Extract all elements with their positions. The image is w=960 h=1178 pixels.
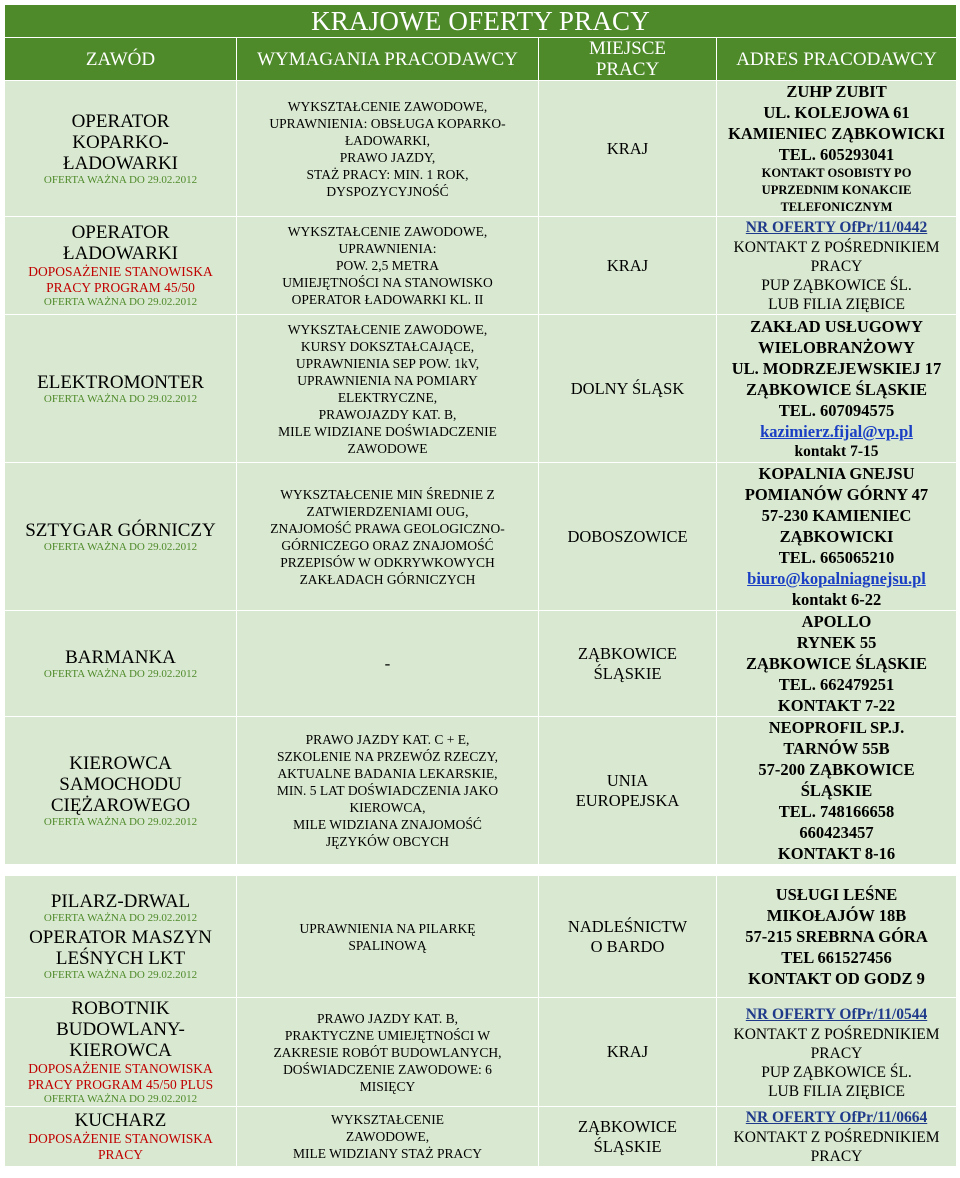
email-link[interactable]: biuro@kopalniagnejsu.pl: [747, 569, 926, 588]
requirement-line: OPERATOR ŁADOWARKI KL. II: [291, 292, 484, 307]
requirement-line: WYKSZTAŁCENIE ZAWODOWE,: [287, 321, 488, 337]
requirement-line: MIN. 5 LAT DOŚWIADCZENIA JAKO: [276, 783, 499, 798]
offer-number: NR OFERTY OfPr/11/0544: [745, 1005, 928, 1023]
address-line: APOLLO: [801, 612, 872, 631]
address-line: ZUHP ZUBIT: [786, 82, 887, 101]
requirement-line: ELEKTRYCZNE,: [337, 389, 438, 405]
address-line: KONTAKT 8-16: [777, 844, 896, 863]
validity-note: OFERTA WAŻNA DO 29.02.2012: [43, 173, 198, 186]
requirement-line: PRAWO JAZDY KAT. C + E,: [305, 732, 470, 747]
page-title: KRAJOWE OFERTY PRACY: [5, 5, 957, 38]
address-line: PRACY: [810, 258, 863, 275]
requirement-line: ZAKŁADACH GÓRNICZYCH: [299, 571, 476, 587]
address-line: TEL. 665065210: [778, 548, 895, 567]
address-cell: [717, 876, 957, 998]
requirement-line: ZAKRESIE ROBÓT BUDOWLANYCH,: [273, 1044, 502, 1060]
requirement-line: UPRAWNIENIA NA POMIARY: [297, 372, 478, 388]
requirement-line: MILE WIDZIANE DOŚWIADCZENIE: [278, 423, 497, 439]
place-line: KRAJ: [606, 138, 649, 158]
table-row: [5, 463, 957, 611]
profession-name: KIEROWCA: [69, 752, 172, 774]
profession-name: KOPARKO-: [72, 131, 169, 153]
address-line: 57-215 SREBRNA GÓRA: [745, 927, 928, 946]
requirement-line: DYSPOZYCYJNOŚĆ: [326, 183, 449, 199]
address-line: KONTAKT Z POŚREDNIKIEM: [733, 1025, 940, 1043]
place-line: EUROPEJSKA: [575, 790, 680, 810]
profession-name: KIEROWCA: [69, 1040, 172, 1061]
requirement-line: WYKSZTAŁCENIE: [331, 1112, 444, 1127]
requirements-cell: [237, 81, 539, 217]
profession-cell: [5, 998, 237, 1107]
header-requirements: WYMAGANIA PRACODAWCY: [237, 38, 539, 81]
requirements-cell: [237, 717, 539, 865]
requirements-cell: [237, 217, 539, 315]
address-line: KAMIENIEC ZĄBKOWICKI: [728, 124, 945, 143]
place-cell: [539, 463, 717, 611]
profession-name: KUCHARZ: [74, 1110, 167, 1131]
section-gap: [5, 865, 957, 876]
profession-name: BARMANKA: [65, 646, 176, 668]
place-line: ŚLĄSKIE: [593, 1136, 662, 1156]
dofinancing-note: DOPOSAŻENIE STANOWISKA: [28, 1131, 213, 1146]
profession-name: OPERATOR MASZYN: [29, 927, 212, 948]
requirement-line: ZATWIERDZENIAMI OUG,: [306, 503, 469, 519]
requirement-line: PRZEPISÓW W ODKRYWKOWYCH: [280, 554, 495, 570]
profession-cell: [5, 1107, 237, 1167]
requirement-line: WYKSZTAŁCENIE ZAWODOWE,: [287, 98, 488, 114]
requirement-line: KIEROWCA,: [349, 800, 426, 815]
profession-name: ROBOTNIK: [71, 998, 170, 1019]
address-line: ZĄBKOWICKI: [779, 527, 894, 546]
profession-cell: [5, 463, 237, 611]
place-cell: [539, 1107, 717, 1167]
profession-cell: [5, 217, 237, 315]
validity-note: OFERTA WAŻNA DO 29.02.2012: [43, 296, 198, 308]
address-line: PRACY: [810, 1044, 863, 1062]
place-cell: [539, 611, 717, 717]
address-cell: [717, 217, 957, 315]
contact-hours: kontakt 6-22: [791, 590, 882, 609]
table-row: [5, 876, 957, 998]
place-line: ZĄBKOWICE: [578, 1116, 677, 1136]
place-line: ZĄBKOWICE: [578, 643, 677, 663]
table-row: [5, 1107, 957, 1167]
requirements-cell: [237, 315, 539, 463]
profession-cell: [5, 81, 237, 217]
place-line: DOBOSZOWICE: [567, 526, 688, 546]
address-line: LUB FILIA ZIĘBICE: [768, 1082, 905, 1100]
place-cell: [539, 315, 717, 463]
address-line: 57-200 ZĄBKOWICE: [758, 760, 915, 779]
profession-name: CIĘŻAROWEGO: [50, 794, 191, 816]
address-line: TEL. 662479251: [778, 675, 895, 694]
profession-cell: [5, 315, 237, 463]
address-note: TELEFONICZNYM: [780, 200, 893, 214]
table-row: [5, 717, 957, 865]
validity-note: OFERTA WAŻNA DO 29.02.2012: [43, 392, 198, 405]
offer-number: NR OFERTY OfPr/11/0442: [745, 219, 928, 236]
requirement-line: PRAWO JAZDY KAT. B,: [316, 1010, 459, 1026]
validity-note: OFERTA WAŻNA DO 29.02.2012: [43, 912, 198, 924]
place-line: NADLEŚNICTW: [567, 916, 688, 936]
place-cell: [539, 81, 717, 217]
validity-note: OFERTA WAŻNA DO 29.02.2012: [43, 969, 198, 981]
address-line: 660423457: [799, 823, 874, 842]
profession-name: SAMOCHODU: [59, 773, 182, 795]
table-row: [5, 315, 957, 463]
profession-name: BUDOWLANY-: [56, 1019, 185, 1040]
requirements-cell: [237, 998, 539, 1107]
requirement-line: ŁADOWARKI,: [344, 132, 431, 148]
email-link[interactable]: kazimierz.fijal@vp.pl: [760, 422, 913, 441]
address-line: KONTAKT Z POŚREDNIKIEM: [733, 239, 940, 256]
requirement-line: UMIEJĘTNOŚCI NA STANOWISKO: [282, 275, 493, 290]
requirement-line: WYKSZTAŁCENIE MIN ŚREDNIE Z: [280, 486, 495, 502]
address-line: UL. MODRZEJEWSKIEJ 17: [731, 359, 942, 378]
address-line: PUP ZĄBKOWICE ŚL.: [761, 277, 912, 294]
requirement-line: UPRAWNIENIA: OBSŁUGA KOPARKO-: [269, 115, 506, 131]
profession-cell: [5, 876, 237, 998]
address-line: RYNEK 55: [796, 633, 877, 652]
dofinancing-note: DOPOSAŻENIE STANOWISKA: [28, 264, 213, 279]
place-line: ŚLĄSKIE: [593, 663, 662, 683]
profession-name: SZTYGAR GÓRNICZY: [25, 519, 216, 541]
profession-block: [8, 891, 233, 925]
validity-note: OFERTA WAŻNA DO 29.02.2012: [43, 815, 198, 828]
address-line: TEL. 605293041: [778, 145, 895, 164]
contact-hours: kontakt 7-15: [794, 443, 879, 460]
requirements-cell: [237, 876, 539, 998]
requirement-line: UPRAWNIENIA NA PILARKĘ: [299, 920, 476, 936]
requirement-line: MILE WIDZIANA ZNAJOMOŚĆ: [293, 817, 482, 832]
requirement-line: PRAKTYCZNE UMIEJĘTNOŚCI W: [284, 1027, 491, 1043]
address-cell: [717, 1107, 957, 1167]
requirement-line: MISIĘCY: [359, 1078, 416, 1094]
requirement-line: ZAWODOWE: [347, 440, 428, 456]
place-cell: [539, 717, 717, 865]
dofinancing-note: PRACY PROGRAM 45/50 PLUS: [27, 1077, 214, 1092]
requirement-line: DOŚWIADCZENIE ZAWODOWE: 6: [283, 1061, 492, 1077]
profession-name: PILARZ-DRWAL: [50, 891, 191, 912]
address-cell: [717, 717, 957, 865]
address-line: POMIANÓW GÓRNY 47: [744, 485, 929, 504]
profession-cell: [5, 717, 237, 865]
requirement-line: KURSY DOKSZTAŁCAJĄCE,: [300, 338, 475, 354]
address-line: MIKOŁAJÓW 18B: [766, 906, 907, 925]
address-cell: [717, 315, 957, 463]
profession-name: OPERATOR: [71, 110, 170, 132]
address-line: LUB FILIA ZIĘBICE: [768, 296, 905, 313]
job-offers-table: [4, 4, 957, 1167]
address-line: ZĄBKOWICE ŚLĄSKIE: [745, 380, 928, 399]
dofinancing-note: PRACY: [97, 1147, 143, 1162]
place-line: DOLNY ŚLĄSK: [570, 378, 685, 398]
header-profession: ZAWÓD: [5, 38, 237, 81]
header-place-line: MIEJSCE: [588, 38, 667, 59]
address-cell: [717, 611, 957, 717]
address-line: ZAKŁAD USŁUGOWY: [750, 317, 923, 336]
profession-cell: [5, 611, 237, 717]
table-row: [5, 611, 957, 717]
address-line: KOPALNIA GNEJSU: [758, 464, 915, 483]
header-address: ADRES PRACODAWCY: [717, 38, 957, 81]
address-line: 57-230 KAMIENIEC: [761, 506, 912, 525]
address-line: KONTAKT Z POŚREDNIKIEM: [733, 1129, 940, 1146]
profession-name: LEŚNYCH LKT: [55, 948, 186, 969]
place-cell: [539, 876, 717, 998]
profession-name: ELEKTROMONTER: [37, 371, 204, 393]
table-row: [5, 81, 957, 217]
requirement-line: UPRAWNIENIA:: [338, 241, 437, 256]
table-row: [5, 217, 957, 315]
requirement-line: AKTUALNE BADANIA LEKARSKIE,: [277, 766, 498, 781]
requirement-line: PRAWOJAZDY KAT. B,: [318, 406, 457, 422]
address-line: KONTAKT OD GODZ 9: [748, 969, 925, 988]
header-place-line: PRACY: [595, 59, 660, 80]
address-note: KONTAKT OSOBISTY PO: [761, 166, 912, 180]
place-line: KRAJ: [606, 255, 649, 275]
address-line: USŁUGI LEŚNE: [775, 885, 898, 904]
profession-name: OPERATOR: [71, 222, 170, 243]
place-line: O BARDO: [590, 936, 665, 956]
validity-note: OFERTA WAŻNA DO 29.02.2012: [43, 1093, 198, 1105]
address-line: TEL 661527456: [781, 948, 892, 967]
requirement-line: SPALINOWĄ: [348, 937, 427, 953]
requirement-line: STAŻ PRACY: MIN. 1 ROK,: [306, 166, 469, 182]
requirement-line: SZKOLENIE NA PRZEWÓZ RZECZY,: [277, 749, 498, 764]
address-line: UL. KOLEJOWA 61: [763, 103, 910, 122]
requirements-cell: [237, 611, 539, 717]
requirements-cell: [237, 1107, 539, 1167]
validity-note: OFERTA WAŻNA DO 29.02.2012: [43, 667, 198, 680]
requirement-line: WYKSZTAŁCENIE ZAWODOWE,: [287, 224, 488, 239]
requirement-line: UPRAWNIENIA SEP POW. 1kV,: [295, 355, 480, 371]
place-cell: [539, 998, 717, 1107]
table-row: [5, 998, 957, 1107]
profession-block: [8, 927, 233, 982]
requirement-line: ZNAJOMOŚĆ PRAWA GEOLOGICZNO-: [270, 520, 505, 536]
address-note: UPRZEDNIM KONAKCIE: [761, 183, 912, 197]
place-line: KRAJ: [606, 1042, 649, 1061]
place-line: UNIA: [606, 770, 649, 790]
address-cell: [717, 463, 957, 611]
place-cell: [539, 217, 717, 315]
address-line: TEL. 748166658: [778, 802, 895, 821]
requirement-line: POW. 2,5 METRA: [335, 258, 439, 273]
requirement-line: MILE WIDZIANY STAŻ PRACY: [292, 1146, 483, 1161]
address-line: ŚLĄSKIE: [800, 781, 873, 800]
address-line: PUP ZĄBKOWICE ŚL.: [761, 1063, 912, 1081]
requirement-line: PRAWO JAZDY,: [339, 149, 436, 165]
address-line: NEOPROFIL SP.J.: [768, 718, 905, 737]
requirement-line: GÓRNICZEGO ORAZ ZNAJOMOŚĆ: [281, 537, 494, 553]
address-cell: [717, 81, 957, 217]
profession-name: ŁADOWARKI: [62, 243, 179, 264]
address-line: ZĄBKOWICE ŚLĄSKIE: [745, 654, 928, 673]
requirement-line: -: [384, 654, 391, 673]
address-line: WIELOBRANŻOWY: [758, 338, 915, 357]
address-line: TARNÓW 55B: [783, 739, 890, 758]
address-cell: [717, 998, 957, 1107]
requirement-line: ZAWODOWE,: [345, 1129, 430, 1144]
dofinancing-note: PRACY PROGRAM 45/50: [46, 280, 195, 295]
address-line: TEL. 607094575: [778, 401, 895, 420]
offer-number: NR OFERTY OfPr/11/0664: [745, 1109, 928, 1126]
requirements-cell: [237, 463, 539, 611]
dofinancing-note: DOPOSAŻENIE STANOWISKA: [28, 1061, 213, 1076]
validity-note: OFERTA WAŻNA DO 29.02.2012: [43, 540, 198, 553]
requirement-line: JĘZYKÓW OBCYCH: [325, 834, 450, 849]
profession-name: ŁADOWARKI: [62, 152, 179, 174]
address-line: KONTAKT 7-22: [777, 696, 896, 715]
address-line: PRACY: [810, 1148, 863, 1165]
header-place: [539, 38, 717, 81]
